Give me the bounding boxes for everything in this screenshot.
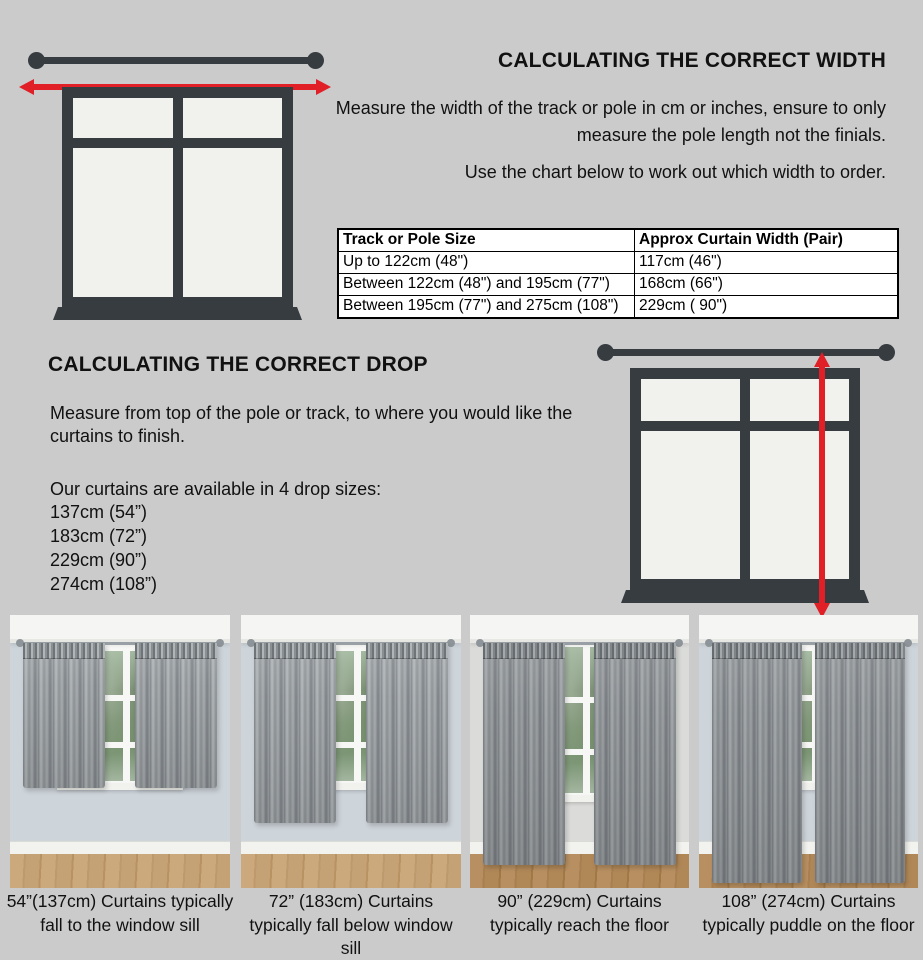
curtain-left — [712, 643, 802, 883]
table-cell-track-3: Between 195cm (77") and 275cm (108") — [338, 296, 635, 319]
drop-section-heading: CALCULATING THE CORRECT DROP — [48, 353, 428, 376]
table-cell-track-2: Between 122cm (48") and 195cm (77") — [338, 274, 635, 296]
curtain-photo-72-inch — [241, 615, 461, 888]
curtain-right — [594, 643, 676, 865]
drop-sizes-list — [50, 500, 350, 596]
window-mullion — [583, 647, 590, 793]
curtain-photo-90-inch — [470, 615, 689, 888]
ceiling — [241, 615, 461, 643]
pole-finial-left — [28, 52, 45, 69]
curtain-left — [23, 643, 105, 788]
table-cell-width-1: 117cm (46") — [635, 252, 899, 274]
photo-caption-108: 108” (274cm) Curtains typically puddle on the floor — [702, 891, 915, 935]
window-sill-illustration — [53, 307, 302, 320]
pole-finial — [675, 639, 683, 647]
table-cell-track-1: Up to 122cm (48") — [338, 252, 635, 274]
window-illustration-width — [62, 87, 293, 308]
curtain-right — [135, 643, 217, 788]
arrow-shaft — [819, 363, 825, 607]
table-header-row — [338, 229, 898, 252]
drop-size-137: 137cm (54”) — [50, 502, 148, 522]
wood-floor — [10, 854, 230, 888]
width-chart-note: Use the chart below to work out which width to order. — [464, 162, 886, 182]
drop-measure-arrow — [814, 352, 830, 618]
width-intro-text: Measure the width of the track or pole in cm or inches, ensure to only measure the pole length not the finials. — [335, 98, 886, 145]
pole-finial-right — [307, 52, 324, 69]
window-horizontal-mullion — [73, 138, 282, 148]
pole-finial — [216, 639, 224, 647]
pole-finial — [447, 639, 455, 647]
drop-size-229: 229cm (90”) — [50, 550, 148, 570]
drop-sizes-label: Our curtains are available in 4 drop sizes: — [50, 479, 382, 499]
baseboard — [10, 841, 230, 855]
arrow-head-right — [316, 79, 331, 95]
table-row — [338, 274, 898, 296]
drop-size-274: 274cm (108”) — [50, 574, 158, 594]
curtain-right — [366, 643, 448, 823]
curtain-left — [254, 643, 336, 823]
curtain-pole-illustration — [37, 57, 316, 64]
window-sill-illustration — [621, 590, 869, 603]
photo-caption-90: 90” (229cm) Curtains typically reach the floor — [490, 891, 669, 935]
pole-finial-left — [597, 344, 614, 361]
curtain-photo-54-inch — [10, 615, 230, 888]
window-vertical-mullion — [740, 379, 750, 579]
curtain-pole-illustration — [606, 349, 887, 356]
window-mullion — [354, 651, 361, 781]
table-row — [338, 296, 898, 319]
curtain-photo-108-inch — [699, 615, 918, 888]
photo-caption-72: 72” (183cm) Curtains typically fall below window sill — [249, 891, 453, 958]
pole-finial-right — [878, 344, 895, 361]
wood-floor — [241, 854, 461, 888]
photo-caption-54: 54”(137cm) Curtains typically fall to the window sill — [6, 891, 234, 935]
ceiling — [10, 615, 230, 643]
table-header-track-or-pole: Track or Pole Size — [338, 229, 635, 252]
baseboard — [241, 841, 461, 855]
curtain-left — [483, 643, 565, 865]
drop-size-183: 183cm (72”) — [50, 526, 148, 546]
table-cell-width-3: 229cm ( 90") — [635, 296, 899, 319]
window-vertical-mullion — [173, 98, 183, 297]
table-cell-width-2: 168cm (66") — [635, 274, 899, 296]
window-mullion — [123, 651, 130, 781]
drop-intro-text: Measure from top of the pole or track, to where you would like the curtains to finish. — [50, 403, 573, 446]
ceiling — [699, 615, 918, 643]
curtain-right — [815, 643, 905, 883]
table-header-approx-width: Approx Curtain Width (Pair) — [635, 229, 899, 252]
width-size-table — [337, 228, 899, 319]
pole-finial — [904, 639, 912, 647]
table-row — [338, 252, 898, 274]
ceiling — [470, 615, 689, 643]
width-section-heading: CALCULATING THE CORRECT WIDTH — [497, 49, 886, 72]
